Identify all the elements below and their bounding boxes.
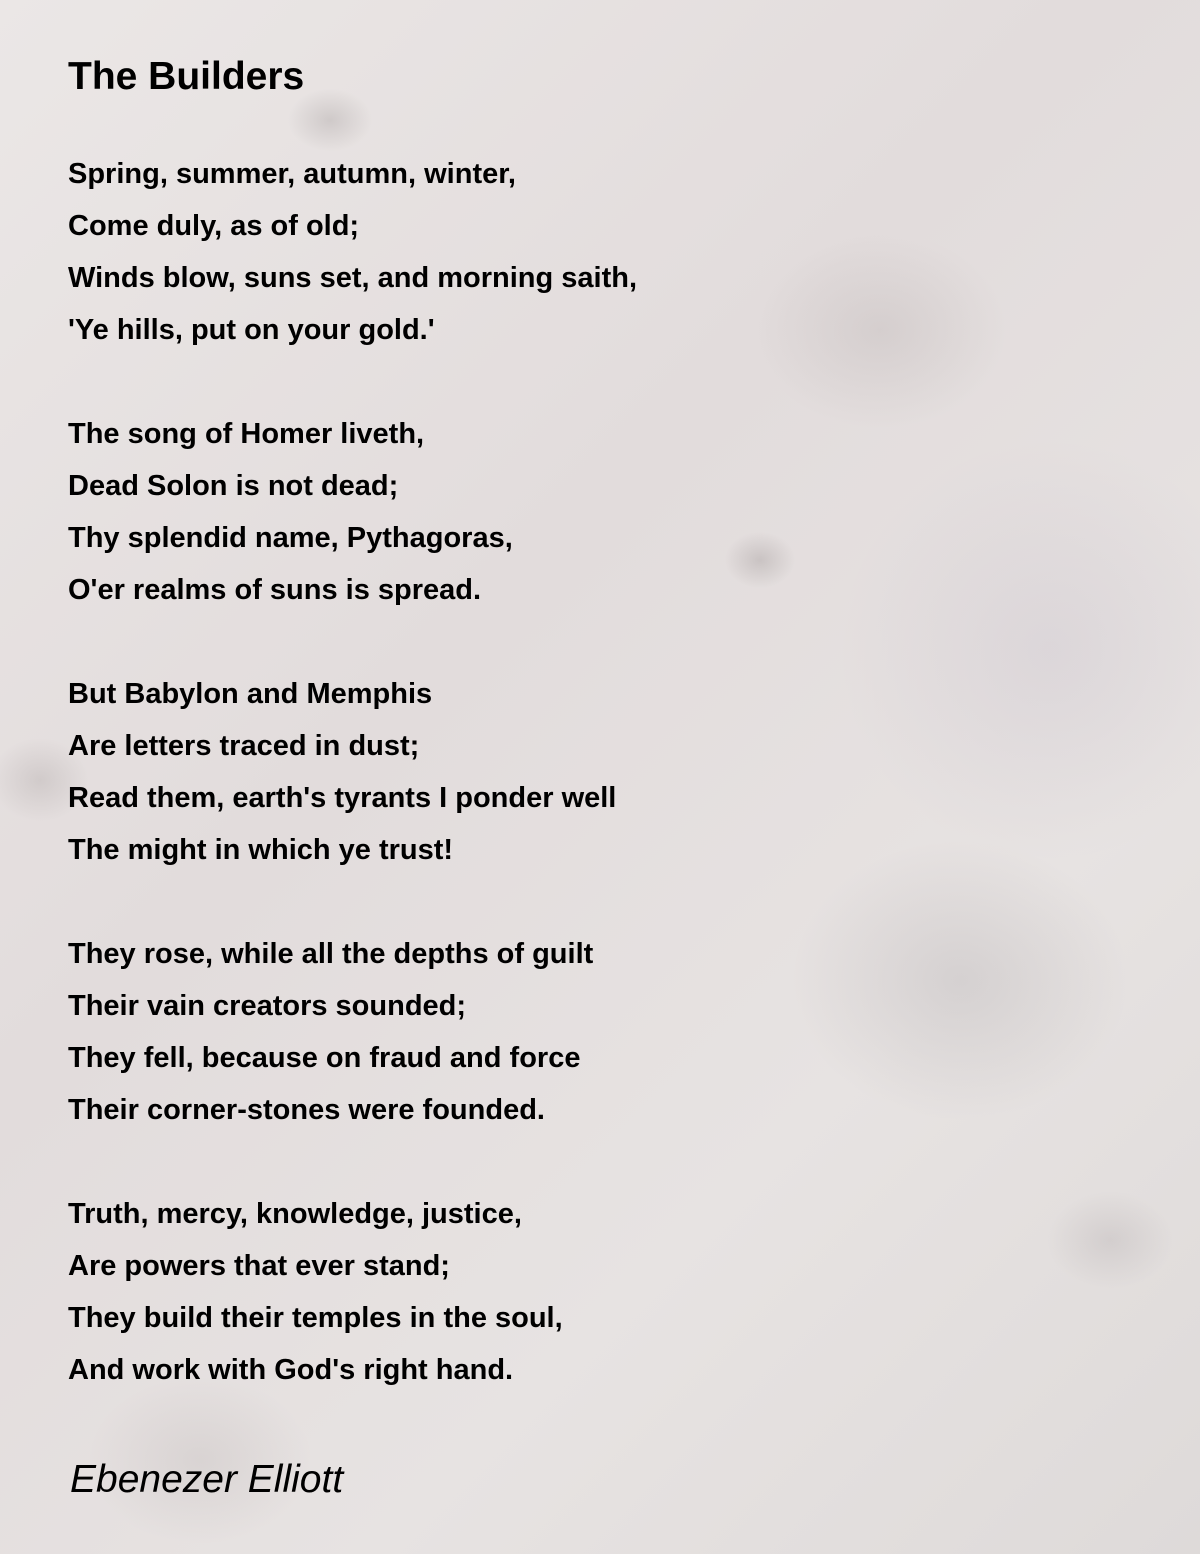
poem-line: And work with God's right hand. bbox=[68, 1354, 514, 1386]
poem-line: Spring, summer, autumn, winter, bbox=[68, 158, 516, 190]
poem-line: Are letters traced in dust; bbox=[68, 730, 420, 762]
stanza-5 bbox=[68, 1188, 1128, 1396]
poem-body bbox=[68, 148, 1128, 1448]
stanza-1 bbox=[68, 148, 1128, 356]
poem-line: Come duly, as of old; bbox=[68, 210, 360, 242]
poem-line: Their corner-stones were founded. bbox=[68, 1094, 545, 1126]
poem-line: But Babylon and Memphis bbox=[68, 678, 433, 710]
stanza-4 bbox=[68, 928, 1128, 1136]
stanza-2 bbox=[68, 408, 1128, 616]
poem-line: Their vain creators sounded; bbox=[68, 990, 467, 1022]
poem-title: The Builders bbox=[68, 55, 305, 98]
poem-line: 'Ye hills, put on your gold.' bbox=[68, 314, 435, 346]
poem-line: Winds blow, suns set, and morning saith, bbox=[68, 262, 638, 294]
poem-author: Ebenezer Elliott bbox=[70, 1458, 344, 1501]
poem-line: Dead Solon is not dead; bbox=[68, 470, 399, 502]
poem-line: Are powers that ever stand; bbox=[68, 1250, 450, 1282]
poem-line: Thy splendid name, Pythagoras, bbox=[68, 522, 513, 554]
poem-line: They fell, because on fraud and force bbox=[68, 1042, 581, 1074]
poem-line: The might in which ye trust! bbox=[68, 834, 454, 866]
poem-line: Truth, mercy, knowledge, justice, bbox=[68, 1198, 522, 1230]
poem-line: They rose, while all the depths of guilt bbox=[68, 938, 594, 970]
poem-line: They build their temples in the soul, bbox=[68, 1302, 563, 1334]
poem-line: Read them, earth's tyrants I ponder well bbox=[68, 782, 617, 814]
stanza-3 bbox=[68, 668, 1128, 876]
poem-line: O'er realms of suns is spread. bbox=[68, 574, 482, 606]
poem-line: The song of Homer liveth, bbox=[68, 418, 425, 450]
